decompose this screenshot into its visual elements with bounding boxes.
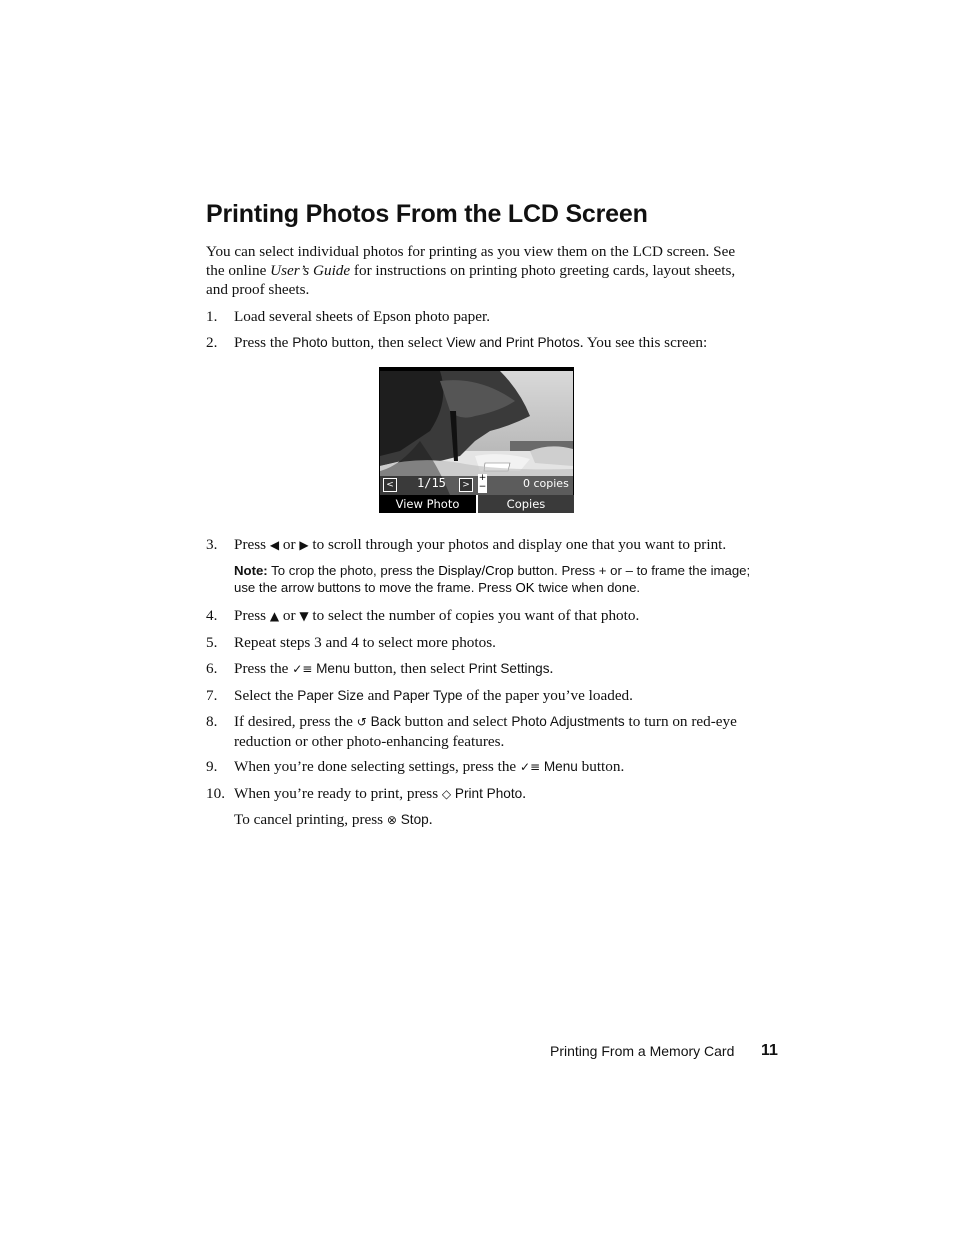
step-number: 7. — [206, 687, 218, 704]
step-number: 1. — [206, 308, 218, 325]
lcd-tab-view-photo: View Photo — [379, 495, 476, 513]
menu-icon: ✓≡ — [519, 760, 541, 774]
step-text — [234, 659, 754, 679]
step-number: 3. — [206, 536, 218, 553]
step-text-part: to turn on red-eye reduction or other photo-enhancing features. — [234, 713, 737, 750]
note-text-part: twice when done. — [534, 580, 641, 595]
step-text-part: . You see this screen: — [579, 334, 708, 351]
intro-text: You can select individual photos for printing as you view them on the LCD screen. See the online — [206, 243, 736, 279]
step-text — [234, 307, 754, 326]
step-text — [234, 633, 754, 652]
step-number: 6. — [206, 660, 218, 677]
lcd-prev-arrow-icon: < — [383, 478, 397, 492]
note-label: Note: — [234, 563, 268, 578]
stop-icon: ⊗ — [386, 813, 397, 827]
menu-button-label: Menu — [540, 759, 578, 774]
page-title: Printing Photos From the LCD Screen — [206, 200, 648, 228]
menu-icon: ✓≡ — [292, 662, 313, 676]
step-number: 4. — [206, 607, 218, 624]
step-text — [234, 784, 754, 804]
step-text — [234, 686, 754, 705]
step-text-part: Repeat steps 3 and 4 to select more photos. — [234, 634, 496, 651]
lcd-photo-counter: 1/15 — [417, 476, 446, 490]
back-button-label: Back — [366, 714, 401, 729]
step-text — [234, 535, 754, 555]
print-photo-button-label: Print Photo — [451, 786, 523, 801]
step-text-part: When you’re ready to print, press — [234, 785, 442, 802]
down-arrow-icon: ▼ — [299, 609, 309, 623]
step-number: 8. — [206, 713, 218, 730]
up-arrow-icon: ▲ — [269, 609, 280, 623]
cancel-instruction — [234, 810, 433, 830]
step-text-part: and — [363, 687, 394, 704]
ok-button-label: OK — [515, 580, 535, 595]
step-text-part: button, then select — [327, 334, 447, 351]
step-text — [234, 757, 754, 777]
users-guide-reference: User’s Guide — [270, 262, 351, 279]
step-text-part: of the paper you’ve loaded. — [462, 687, 633, 704]
lcd-plus-minus-icon — [478, 474, 487, 493]
step-text-part: button and select — [400, 713, 512, 730]
lcd-next-arrow-icon: > — [459, 478, 473, 492]
cancel-text-part: . — [428, 811, 433, 828]
crop-note — [234, 562, 754, 596]
note-text-part: To crop the photo, press the — [267, 563, 439, 578]
lcd-copies-count: 0 copies — [523, 477, 569, 490]
step-text-part: or — [279, 536, 300, 553]
page-footer — [550, 1042, 778, 1059]
step-text-part: Press the — [234, 660, 293, 677]
step-text-part: or — [279, 607, 300, 624]
paper-type-label: Paper Type — [393, 688, 463, 703]
step-text-part: If desired, press the — [234, 713, 357, 730]
step-number: 2. — [206, 334, 218, 351]
stop-button-label: Stop — [396, 812, 429, 827]
lcd-plus: + — [478, 473, 487, 483]
cancel-text-part: To cancel printing, press — [234, 811, 387, 828]
step-text-part: button. — [577, 758, 625, 775]
step-number: 10. — [206, 785, 225, 802]
step-text-part: Press — [234, 536, 270, 553]
display-crop-button-label: Display/Crop — [438, 563, 514, 578]
lcd-tab-copies: Copies — [478, 495, 574, 513]
photo-button-label: Photo — [292, 335, 328, 350]
footer-section-title: Printing From a Memory Card — [550, 1043, 735, 1059]
paper-size-label: Paper Size — [297, 688, 364, 703]
view-and-print-photos-label: View and Print Photos — [446, 335, 580, 350]
step-text-part: to scroll through your photos and display one that you want to print. — [308, 536, 727, 553]
menu-button-label: Menu — [312, 661, 351, 676]
step-text-part: When you’re done selecting settings, press the — [234, 758, 520, 775]
step-text-part: Press the — [234, 334, 293, 351]
step-text-part: button, then select — [350, 660, 469, 677]
step-text — [234, 712, 754, 751]
step-text-part: to select the number of copies you want of that photo. — [308, 607, 640, 624]
step-text-part: . — [549, 660, 554, 677]
lcd-tab-divider — [476, 495, 478, 513]
left-arrow-icon: ◀ — [269, 538, 280, 552]
step-number: 5. — [206, 634, 218, 651]
step-text — [234, 333, 754, 352]
start-diamond-icon: ◇ — [441, 787, 452, 801]
step-text — [234, 606, 754, 626]
page-number: 11 — [761, 1042, 778, 1059]
step-text-part: . — [522, 785, 526, 802]
lcd-minus: − — [478, 482, 487, 492]
print-settings-label: Print Settings — [468, 661, 550, 676]
intro-paragraph — [206, 242, 754, 299]
back-icon: ↺ — [356, 715, 367, 729]
photo-adjustments-label: Photo Adjustments — [511, 714, 625, 729]
step-text-part: Press — [234, 607, 270, 624]
intro-text-2: for instructions on printing photo greeting cards, layout sheets, and proof sheets. — [206, 262, 736, 298]
step-number: 9. — [206, 758, 218, 775]
step-text-part: Load several sheets of Epson photo paper. — [234, 308, 491, 325]
right-arrow-icon: ▶ — [299, 538, 309, 552]
step-text-part: Select the — [234, 687, 298, 704]
note-text-part: button. Press + or – to frame the image; use the arrow buttons to move the frame. Press — [234, 563, 751, 595]
lcd-screen-image — [379, 367, 574, 513]
